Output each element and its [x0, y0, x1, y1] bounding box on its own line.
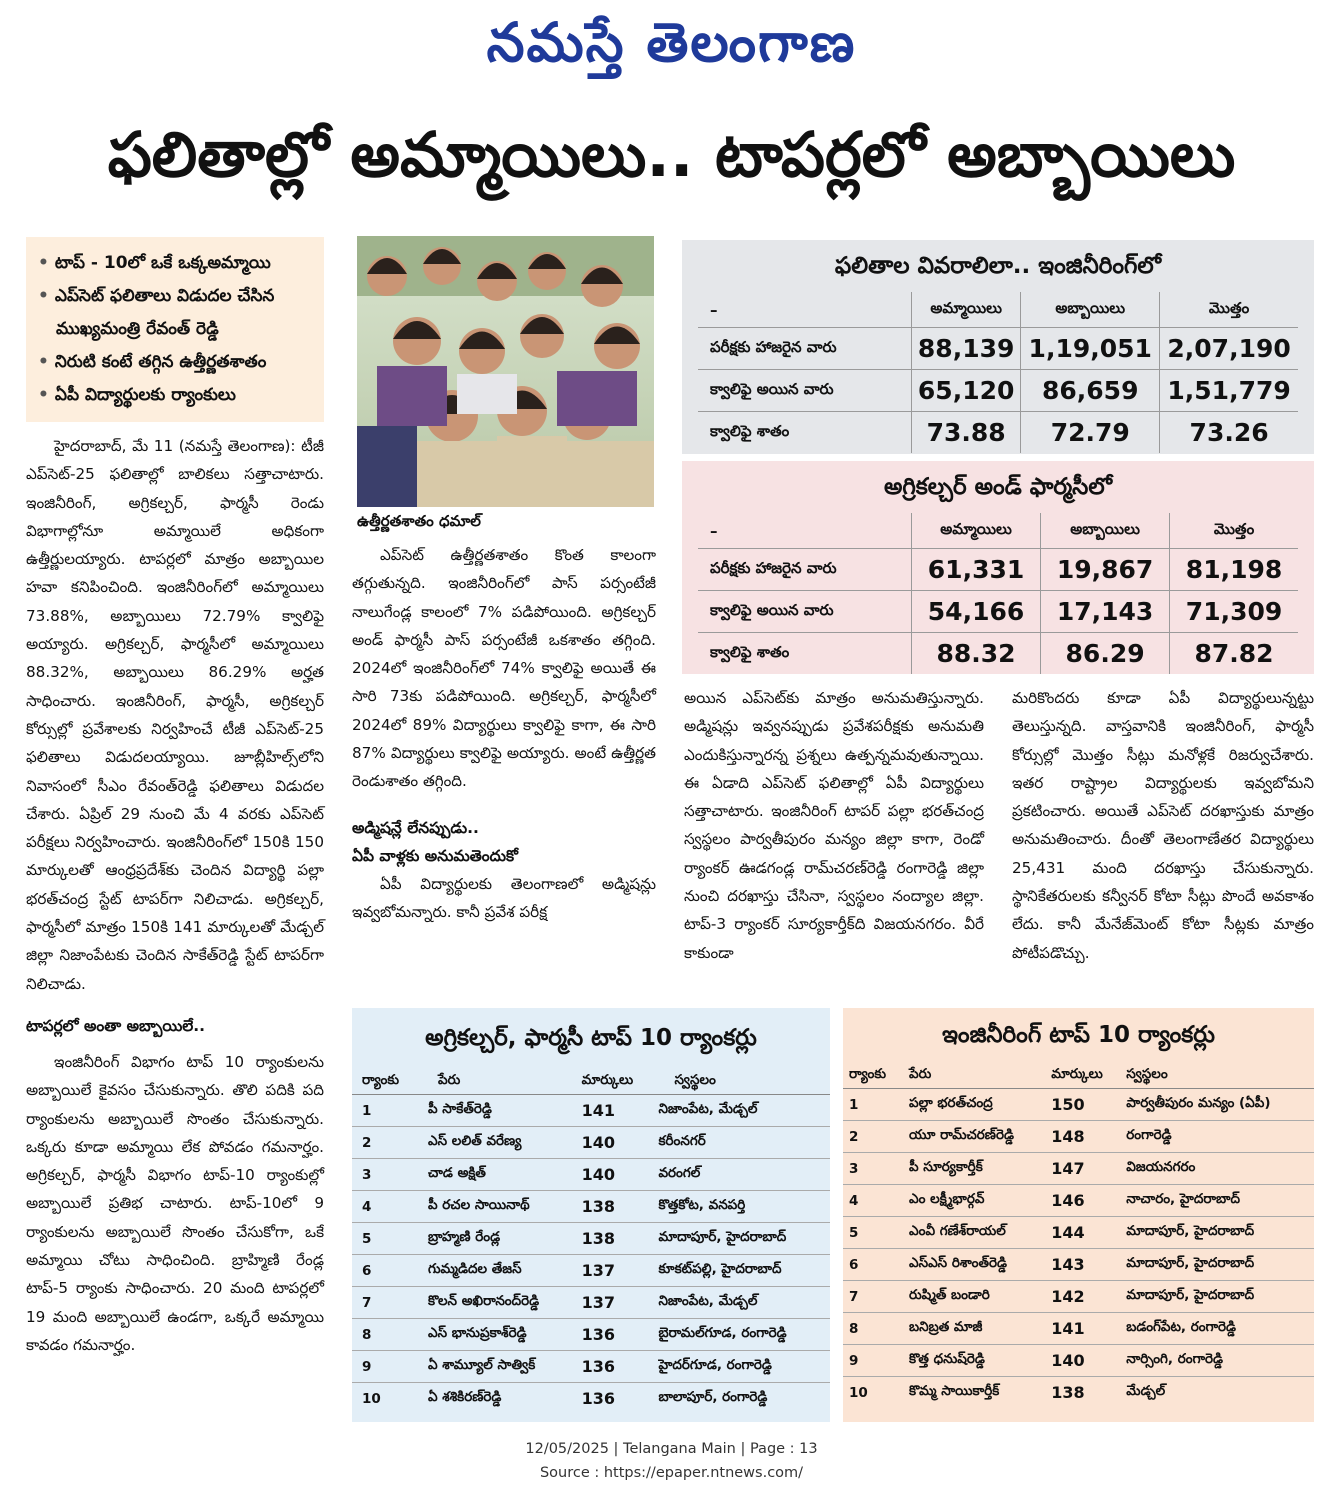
- agri-toppers-table: [352, 1068, 830, 1414]
- table-row: 8 ఎస్ భానుప్రకాశ్‌రెడ్డి 136 బైరామల్‌గూడ, రంగారెడ్డి: [352, 1319, 830, 1351]
- article-column-3: [684, 684, 984, 967]
- engineering-stats-table: [698, 292, 1298, 453]
- agri-stats-title: అగ్రికల్చర్ అండ్ ఫార్మసీలో: [883, 474, 1112, 500]
- highlight-item: • నిరుటి కంటే తగ్గిన ఉత్తీర్ణతశాతం: [38, 352, 267, 372]
- footer-source: Source : https://epaper.ntnews.com/: [539, 1465, 804, 1481]
- highlight-item: • ఏపీ విద్యార్థులకు ర్యాంకులు: [38, 385, 236, 405]
- article-subhead: ఏపీ వాళ్లకు అనుమతెందుకో: [352, 846, 518, 865]
- table-row: 7 కొలన్ అఖిరానంద్‌రెడ్డి 137 నిజాంపేట, మేడ్చల్: [352, 1287, 830, 1319]
- table-header-row: ర్యాంకు పేరు మార్కులు స్వస్థలం: [843, 1062, 1314, 1089]
- table-row: 2 ఎస్ లలిత్ వరేణ్య 140 కరీంనగర్: [352, 1127, 830, 1159]
- article-paragraph: మరికొందరు కూడా ఏపీ విద్యార్థులున్నట్టు తెలుస్తున్నది. వాస్తవానికి ఇంజినీరింగ్, ఫార్మసీ కోర్సుల్లో మొత్తం సీట్లు మనోళ్లకే రిజర్వుచేశారు. ఇతర రాష్ట్రాల విద్యార్థులకు ఇవ్వబోమని ప్రకటించారు. అయితే ఎప్‌సెట్ దరఖాస్తుకు మాత్రం అనుమతించారు. దీంతో తెలంగాణేతర విద్యార్థులు 25,431 మంది దరఖాస్తు చేసుకున్నారు. స్థానికేతరులకు కన్వీనర్ కోటా సీట్లు పొందే అవకాశం లేదు. కానీ మేనేజ్‌మెంట్ కోటా సీట్లకు మాత్రం పోటీపడొచ్చు.: [1012, 689, 1314, 962]
- article-subhead: అడ్మిషన్లే లేనప్పుడు..: [352, 818, 479, 837]
- table-row: క్వాలిఫై శాతం 88.32 86.29 87.82: [698, 633, 1298, 675]
- engineering-stats-title: ఫలితాల వివరాలిలా.. ఇంజినీరింగ్‌లో: [834, 253, 1162, 279]
- article-paragraph: ఇంజినీరింగ్ విభాగం టాప్ 10 ర్యాంకులను అబ్బాయిలే కైవసం చేసుకున్నారు. తొలి పదికి పది ర్యాంకులను అబ్బాయిలే సొంతం చేసుకున్నారు. ఒక్కరు కూడా అమ్మాయి లేక పోవడం గమనార్హం. అగ్రికల్చర్, ఫార్మసీ విభాగం టాప్-10 ర్యాంకుల్లో అబ్బాయిలే ప్రతిభ చాటారు. టాప్-10లో 9 ర్యాంకులను అబ్బాయిలే సొంతం చేసుకోగా, ఒకే అమ్మాయి చోటు సాధించింది. బ్రాహ్మిణి రేండ్ల టాప్-5 ర్యాంకు సాధించారు. 20 మంది టాపర్లలో 19 మంది అబ్బాయిలే ఉండగా, ఒక్కరే అమ్మాయి కావడం గమనార్హం.: [26, 1052, 324, 1354]
- table-row: క్వాలిఫై శాతం 73.88 72.79 73.26: [698, 412, 1298, 454]
- agri-toppers-panel: [352, 1008, 830, 1422]
- table-row: పరీక్షకు హాజరైన వారు 88,139 1,19,051 2,07,190: [698, 328, 1298, 370]
- table-row: 10 కొమ్మ సాయికార్తీక్ 138 మేడ్చల్: [849, 1383, 1166, 1402]
- eng-toppers-table: [843, 1062, 1314, 1408]
- table-row: 3 పీ సూర్యకార్తీక్ 147 విజయనగరం: [843, 1153, 1314, 1185]
- table-row: 5 ఎంవీ గణేశ్‌రాయల్ 144 మాదాపూర్, హైదరాబాద్: [843, 1217, 1314, 1249]
- eng-toppers-title: ఇంజినీరింగ్ టాప్ 10 ర్యాంకర్లు: [942, 1022, 1215, 1048]
- article-paragraph: అయిన ఎప్‌సెట్‌కు మాత్రం అనుమతిస్తున్నారు. అడ్మిషన్లు ఇవ్వనప్పుడు ప్రవేశపరీక్షకు అనుమతి ఎందుకిస్తున్నారన్న ప్రశ్నలు ఉత్పన్నమవుతున్నాయి. ఈ ఏడాది ఎప్‌సెట్ ఫలితాల్లో ఏపీ విద్యార్థులు సత్తాచాటారు. ఇంజినీరింగ్ టాపర్ పల్లా భరత్‌చంద్ర స్వస్థలం పార్వతీపురం మన్యం జిల్లా కాగా, రెండో ర్యాంకర్ ఊడగండ్ల రామ్‌చరణ్‌రెడ్డి రంగారెడ్డి జిల్లా నుంచి దరఖాస్తు చేసినా, స్వస్థలం నంద్యాల జిల్లా. టాప్-3 ర్యాంకర్ సూర్యకార్తీక్‌ది విజయనగరం. వీరే కాకుండా: [684, 689, 984, 962]
- table-header-row: – అమ్మాయిలు అబ్బాయిలు మొత్తం: [698, 513, 1298, 549]
- table-row: 1 పల్లా భరత్‌చంద్ర 150 పార్వతీపురం మన్యం (ఏపీ): [843, 1089, 1314, 1121]
- table-row: 6 గుమ్మడిదల తేజస్ 137 కూకట్‌పల్లి, హైదరాబాద్: [352, 1255, 830, 1287]
- students-photo-graphic: [357, 236, 654, 507]
- highlight-item: • టాప్ - 10లో ఒకే ఒక్కఅమ్మాయి: [38, 253, 271, 273]
- table-row: పరీక్షకు హాజరైన వారు 61,331 19,867 81,198: [698, 549, 1298, 591]
- table-row: 2 యూ రామ్‌చరణ్‌రెడ్డి 148 రంగారెడ్డి: [843, 1121, 1314, 1153]
- table-row: 8 బనిబ్రత మాజీ 141 బడంగ్‌పేట, రంగారెడ్డి: [843, 1313, 1314, 1345]
- agri-toppers-title: అగ్రికల్చర్, ఫార్మసీ టాప్ 10 ర్యాంకర్లు: [425, 1025, 757, 1051]
- masthead-logo: నమస్తే తెలంగాణ: [486, 10, 857, 74]
- engineering-stats-panel: [682, 240, 1314, 454]
- agri-stats-table: [698, 513, 1298, 674]
- article-paragraph: హైదరాబాద్, మే 11 (నమస్తే తెలంగాణ): టీజీ ఎప్‌సెట్-25 ఫలితాల్లో బాలికలు సత్తాచాటారు. ఇంజినీరింగ్, అగ్రికల్చర్, ఫార్మసీ రెండు విభాగాల్లోనూ అమ్మాయిలే అధికంగా ఉత్తీర్ణులయ్యారు. టాపర్లలో మాత్రం అబ్బాయిల హవా కనిపించింది. ఇంజినీరింగ్‌లో అమ్మాయిలు 73.88%, అబ్బాయిలు 72.79% క్వాలిఫై అయ్యారు. అగ్రికల్చర్, ఫార్మసీలో అమ్మాయిలు 88.32%, అబ్బాయిలు 86.29% అర్హత సాధించారు. ఇంజినీరింగ్, ఫార్మసీ, అగ్రికల్చర్ కోర్సుల్లో ప్రవేశాలకు నిర్వహించే టీజీ ఎప్‌సెట్-25 ఫలితాలు విడుదలయ్యాయి. జూబ్లీహిల్స్‌లోని నివాసంలో సీఎం రేవంత్‌రెడ్డి ఫలితాలు విడుదల చేశారు. ఏప్రిల్ 29 నుంచి మే 4 వరకు ఎప్‌సెట్ పరీక్షలు నిర్వహించారు. ఇంజినీరింగ్‌లో 150కి 150 మార్కులతో ఆంధ్రప్రదేశ్‌కు చెందిన విద్యార్థి పల్లా భరత్‌చంద్ర స్టేట్ టాపర్‌గా నిలిచాడు. అగ్రికల్చర్, ఫార్మసీలో మాత్రం 150కి 141 మార్కులతో మేడ్చల్ జిల్లా నిజాంపేటకు చెందిన సాకేత్‌రెడ్డి స్టేట్ టాపర్‌గా నిలిచాడు.: [26, 437, 324, 993]
- article-column-2: [352, 541, 656, 926]
- photo-caption: ఉత్తీర్ణతశాతం ధమాల్: [357, 512, 481, 530]
- table-row: 9 కొత్త ధనుష్‌రెడ్డి 140 నార్సింగి, రంగారెడ్డి: [843, 1345, 1314, 1377]
- table-row: 9 ఏ శామ్యూల్ సాత్విక్ 136 హైదర్‌గూడ, రంగారెడ్డి: [352, 1351, 830, 1383]
- table-row: క్వాలిఫై అయిన వారు 65,120 86,659 1,51,779: [698, 370, 1298, 412]
- table-header-row: ర్యాంకు పేరు మార్కులు స్వస్థలం: [352, 1068, 830, 1095]
- article-paragraph: ఎప్‌సెట్ ఉత్తీర్ణతశాతం కొంత కాలంగా తగ్గుతున్నది. ఇంజినీరింగ్‌లో పాస్ పర్సంటేజీ నాలుగేండ్ల కాలంలో 7% పడిపోయింది. అగ్రికల్చర్ అండ్ ఫార్మసీ పాస్ పర్సంటేజీ ఒకశాతం తగ్గింది. 2024లో ఇంజినీరింగ్‌లో 74% క్వాలిఫై అయితే ఈ సారి 73కు పడిపోయింది. అగ్రికల్చర్, ఫార్మసీలో 2024లో 89% విద్యార్థులు క్వాలిఫై కాగా, ఈ సారి 87% విద్యార్థులు క్వాలిఫై అయ్యారు. అంటే ఉత్తీర్ణత రెండుశాతం తగ్గింది.: [352, 546, 656, 791]
- table-row: 4 పీ రచల సాయినాథ్ 138 కొత్తకోట, వనపర్తి: [352, 1191, 830, 1223]
- table-row: 1 పీ సాకేత్‌రెడ్డి 141 నిజాంపేట, మేడ్చల్: [352, 1095, 830, 1127]
- article-subhead: టాపర్లలో అంతా అబ్బాయిలే..: [26, 1016, 206, 1035]
- headline: ఫలితాల్లో అమ్మాయిలు.. టాపర్లలో అబ్బాయిలు: [107, 118, 1236, 191]
- article-column-4: [1012, 684, 1314, 967]
- table-row: 7 రుష్మిత్ బండారి 142 మాదాపూర్, హైదరాబాద్: [843, 1281, 1314, 1313]
- table-row: క్వాలిఫై అయిన వారు 54,166 17,143 71,309: [698, 591, 1298, 633]
- highlight-item: ముఖ్యమంత్రి రేవంత్ రెడ్డి: [56, 319, 219, 339]
- eng-toppers-panel: [843, 1008, 1314, 1422]
- highlight-item: • ఎప్‌సెట్ ఫలితాలు విడుదల చేసిన: [38, 286, 275, 306]
- article-paragraph: ఏపీ విద్యార్థులకు తెలంగాణలో అడ్మిషన్లు ఇవ్వబోమన్నారు. కానీ ప్రవేశ పరీక్ష: [352, 874, 656, 921]
- agri-stats-panel: [682, 461, 1314, 674]
- table-row: 6 ఎస్ఎస్ రిశాంత్‌రెడ్డి 143 మాదాపూర్, హైదరాబాద్: [843, 1249, 1314, 1281]
- article-column-1: [26, 432, 324, 1359]
- table-row: 5 బ్రాహ్మణి రేండ్ల 138 మాదాపూర్, హైదరాబాద్: [352, 1223, 830, 1255]
- footer-page-info: 12/05/2025 | Telangana Main | Page : 13: [525, 1441, 818, 1457]
- table-header-row: – అమ్మాయిలు అబ్బాయిలు మొత్తం: [698, 292, 1298, 328]
- students-photo: [357, 236, 654, 507]
- table-row: 4 ఎం లక్ష్మీభార్గవ్ 146 నాచారం, హైదరాబాద్: [843, 1185, 1314, 1217]
- highlights-box: [26, 237, 324, 422]
- table-row: 10 ఏ శశికిరణ్‌రెడ్డి 136 బాలాపూర్, రంగారెడ్డి: [362, 1389, 768, 1408]
- table-row: 3 చాడ అక్షిత్ 140 వరంగల్: [352, 1159, 830, 1191]
